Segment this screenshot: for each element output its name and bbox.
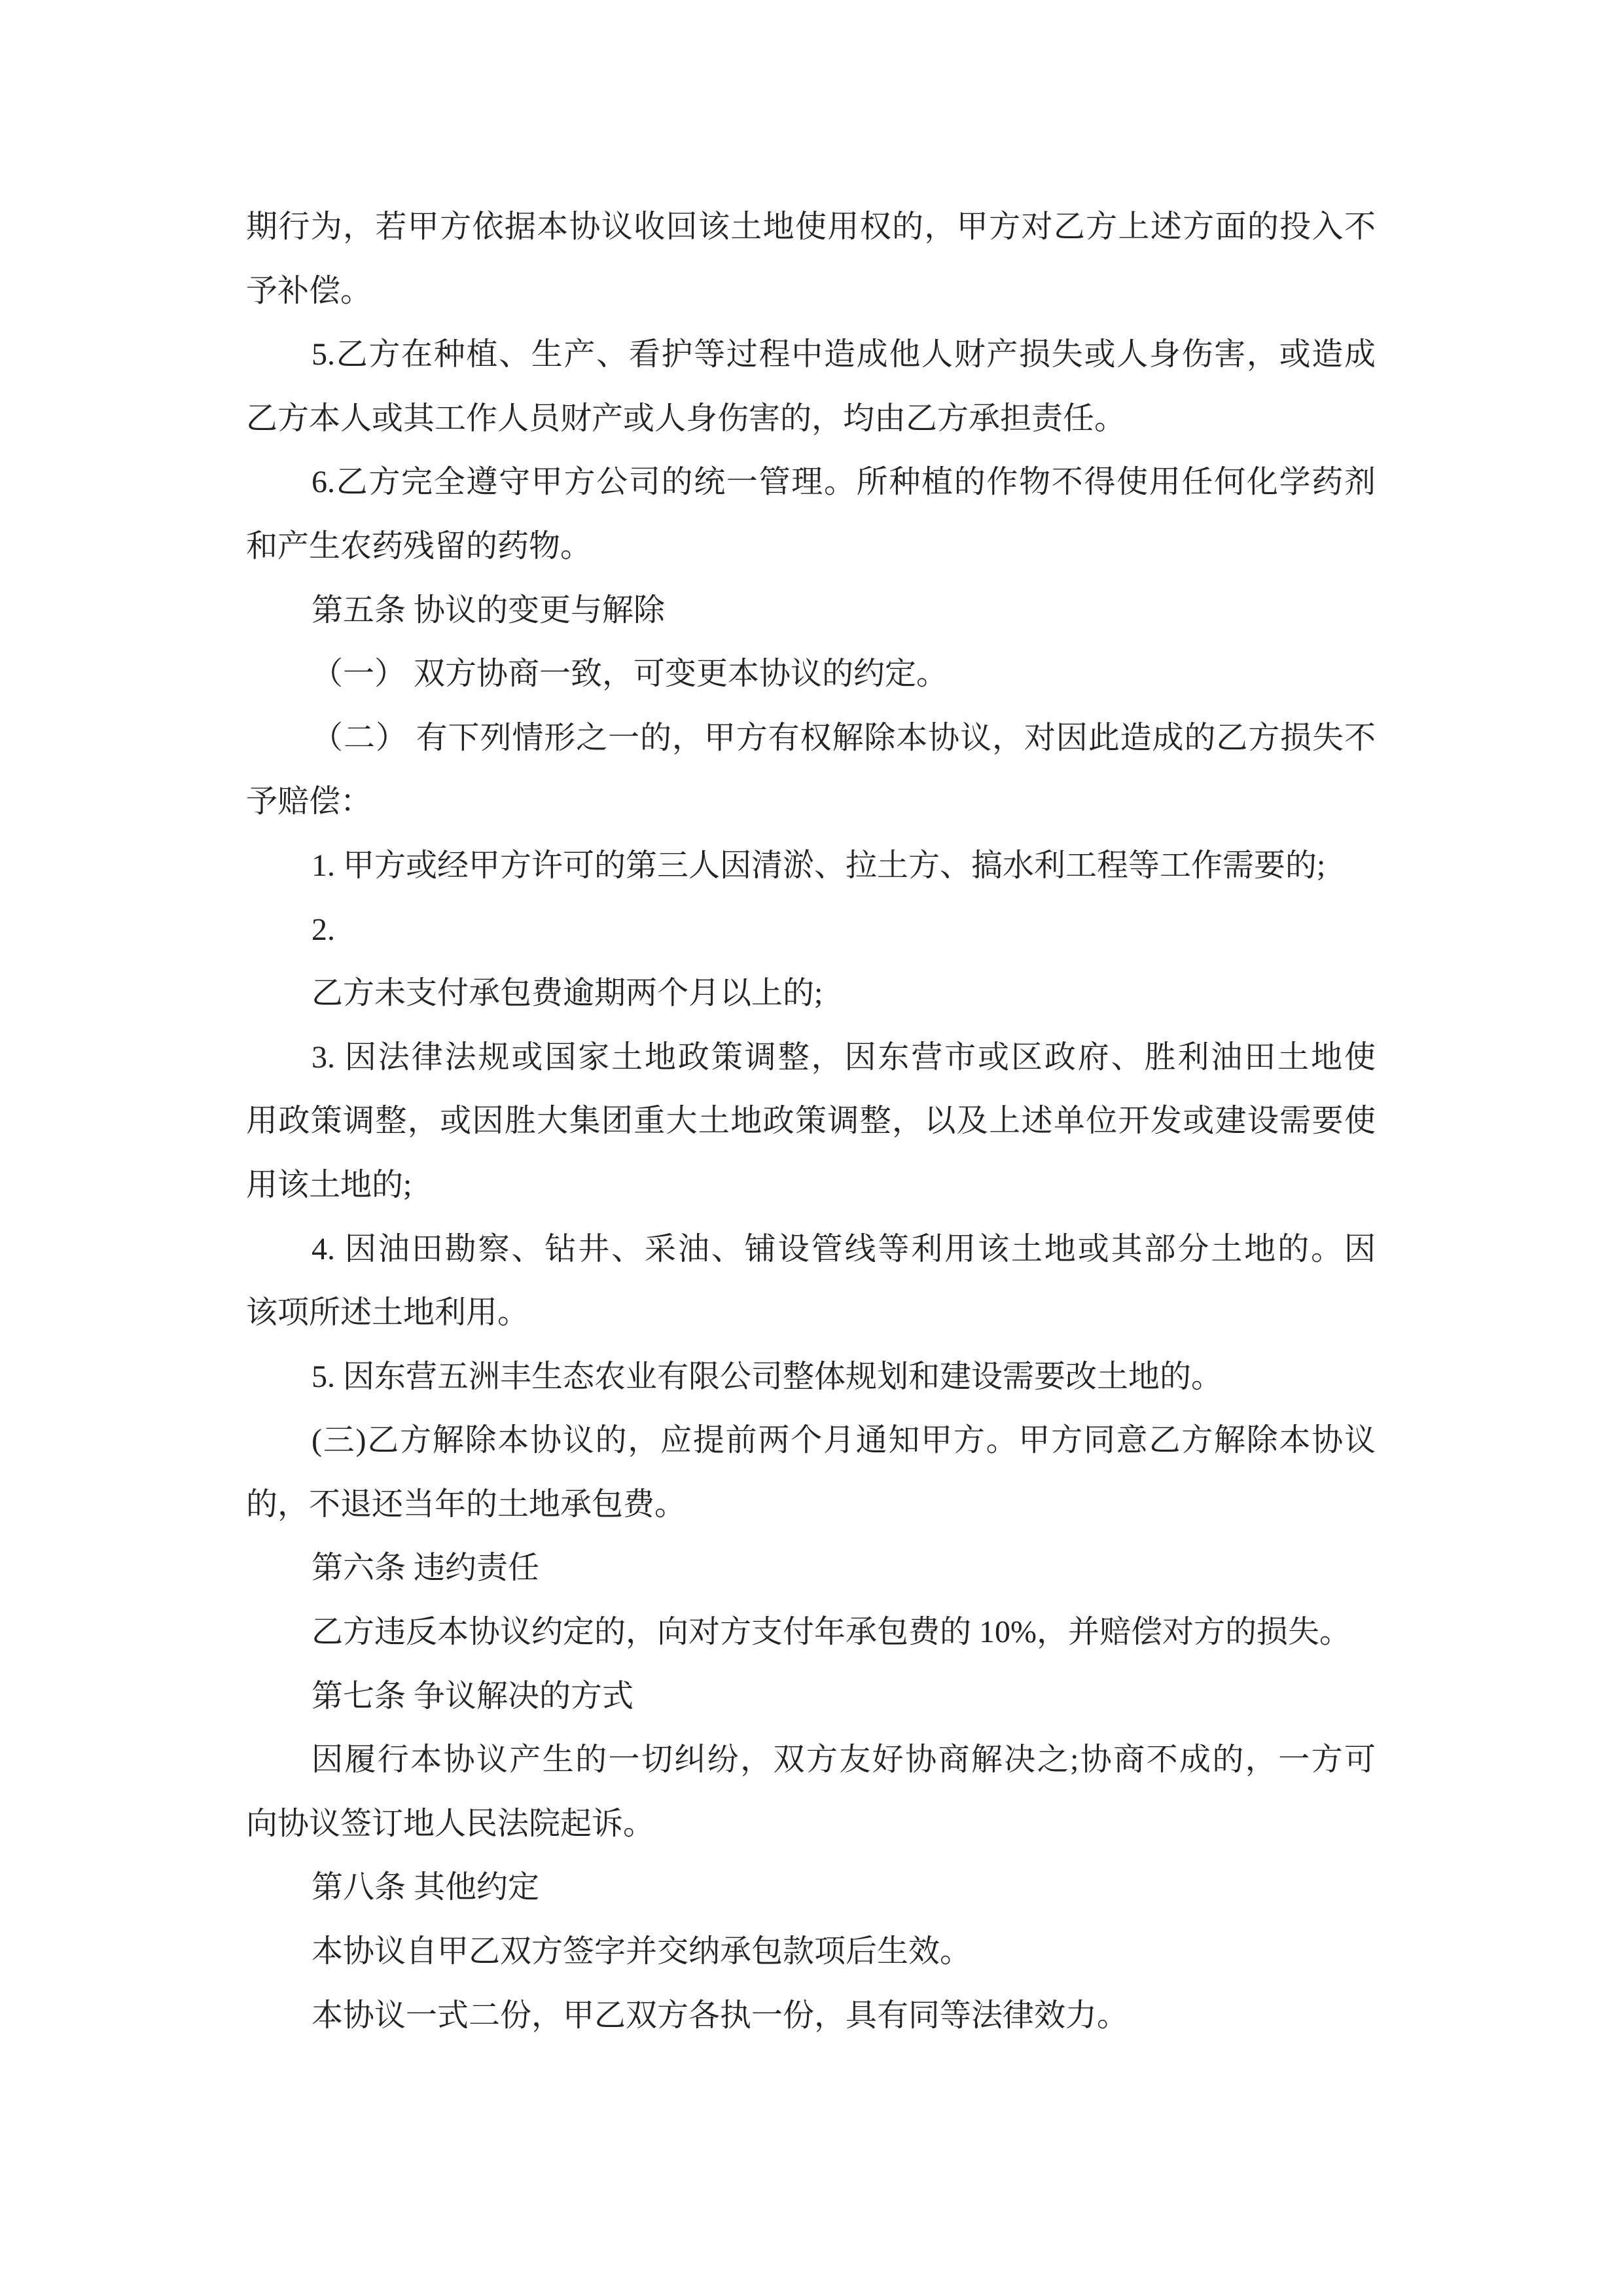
paragraph-line: (三)乙方解除本协议的，应提前两个月通知甲方。甲方同意乙方解除本协议 [312,1423,1376,1458]
article-heading: 第六条 违约责任 [312,1551,540,1586]
paragraph-line: 本协议自甲乙双方签字并交纳承包款项后生效。 [312,1934,972,1969]
article-heading: 第七条 争议解决的方式 [312,1678,634,1713]
paragraph-line: 因履行本协议产生的一切纠纷，双方友好协商解决之;协商不成的，一方可 [312,1742,1376,1778]
paragraph-line: 本协议一式二份，甲乙双方各执一份，具有同等法律效力。 [312,1998,1129,2033]
list-item-line: 该项所述土地利用。 [246,1295,529,1331]
paragraph-line: 期行为，若甲方依据本协议收回该土地使用权的，甲方对乙方上述方面的投入不 [246,209,1376,244]
list-item-number: 2. [312,912,335,947]
paragraph-line: 和产生农药残留的药物。 [246,528,592,564]
paragraph-line: 5.乙方在种植、生产、看护等过程中造成他人财产损失或人身伤害，或造成 [312,337,1376,372]
paragraph-line: 予补偿。 [246,273,372,308]
paragraph-line: （二） 有下列情形之一的，甲方有权解除本协议，对因此造成的乙方损失不 [312,720,1376,755]
article-heading: 第五条 协议的变更与解除 [312,592,666,628]
list-item-line: 1. 甲方或经甲方许可的第三人因清淤、拉土方、搞水利工程等工作需要的; [312,848,1326,883]
paragraph-line: 乙方违反本协议约定的，向对方支付年承包费的 10%，并赔偿对方的损失。 [312,1615,1351,1650]
paragraph-line: 予赔偿： [246,784,372,819]
paragraph-line: 向协议签订地人民法院起诉。 [246,1806,655,1841]
paragraph-line: 的，不退还当年的土地承包费。 [246,1486,687,1522]
paragraph-line: （一） 双方协商一致，可变更本协议的约定。 [312,656,948,692]
list-item-line: 4. 因油田勘察、钻井、采油、铺设管线等利用该土地或其部分土地的。因 [312,1231,1376,1266]
paragraph-line: 6.乙方完全遵守甲方公司的统一管理。所种植的作物不得使用任何化学药剂 [312,465,1376,500]
document-body [246,195,1376,2047]
article-heading: 第八条 其他约定 [312,1870,540,1905]
list-item-line: 5. 因东营五洲丰生态农业有限公司整体规划和建设需要改土地的。 [312,1359,1223,1394]
paragraph-line: 乙方本人或其工作人员财产或人身伤害的，均由乙方承担责任。 [246,401,1126,436]
list-item-line: 用政策调整，或因胜大集团重大土地政策调整，以及上述单位开发或建设需要使 [246,1103,1376,1139]
list-item-line: 乙方未支付承包费逾期两个月以上的; [312,976,823,1011]
list-item-line: 用该土地的; [246,1167,412,1202]
list-item-line: 3. 因法律法规或国家土地政策调整，因东营市或区政府、胜利油田土地使 [312,1039,1376,1075]
